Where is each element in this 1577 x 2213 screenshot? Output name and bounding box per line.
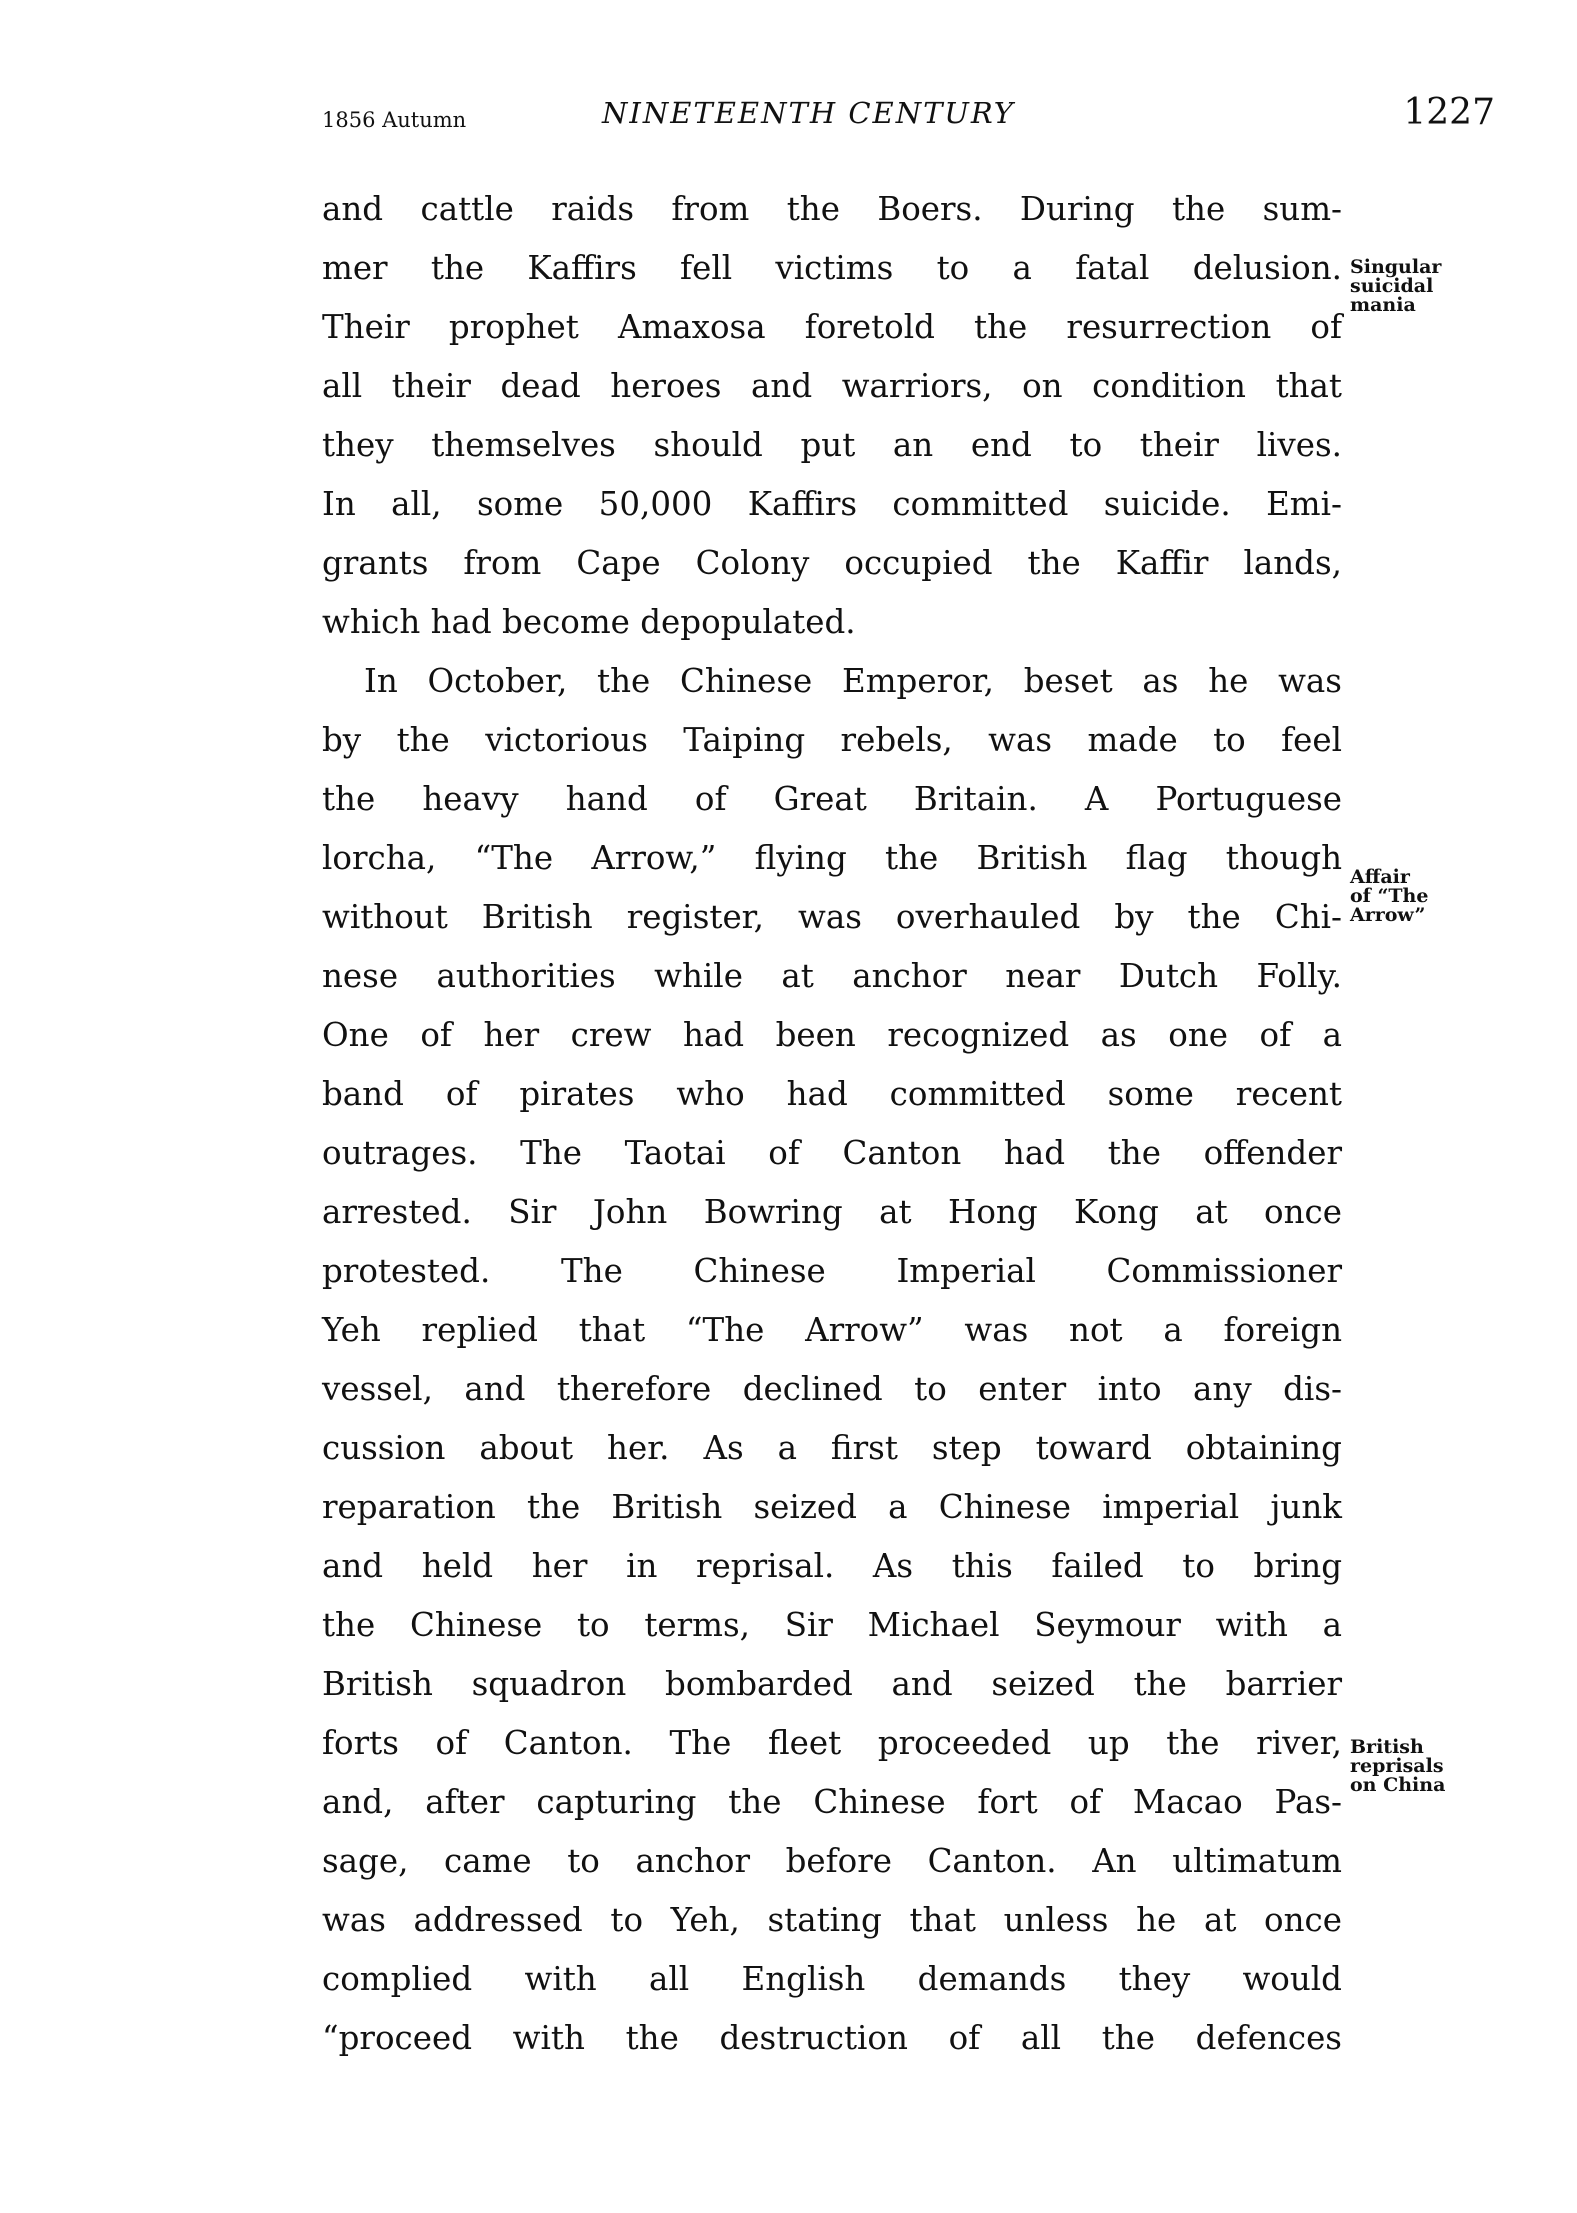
text-line: In all, some 50,000 Kaffirs committed suicide. Emi- xyxy=(322,485,1342,523)
text-line: and cattle raids from the Boers. During the sum- xyxy=(322,190,1342,228)
text-line: protested. The Chinese Imperial Commissioner xyxy=(322,1252,1342,1290)
text-line: the Chinese to terms, Sir Michael Seymour with a xyxy=(322,1606,1342,1644)
text-line: lorcha, “The Arrow,” flying the British flag though xyxy=(322,839,1342,877)
text-line: Yeh replied that “The Arrow” was not a foreign xyxy=(322,1311,1342,1349)
text-line: vessel, and therefore declined to enter into any dis- xyxy=(322,1370,1342,1408)
text-line: complied with all English demands they would xyxy=(322,1960,1342,1998)
text-line: Their prophet Amaxosa foretold the resurrection of xyxy=(322,308,1342,346)
margin-note-affair-of-the-arrow xyxy=(1350,868,1428,925)
margin-note-singular-suicidal-mania xyxy=(1350,258,1441,315)
margin-note-line: British xyxy=(1350,1736,1424,1758)
margin-note-line: reprisals xyxy=(1350,1755,1444,1777)
margin-note-line: Affair xyxy=(1350,866,1410,888)
text-line: without British register, was overhauled by the Chi- xyxy=(322,898,1342,936)
margin-note-line: Singular xyxy=(1350,256,1442,278)
running-head-title: NINETEENTH CENTURY xyxy=(602,96,1015,130)
text-line: arrested. Sir John Bowring at Hong Kong at once xyxy=(322,1193,1342,1231)
text-line: outrages. The Taotai of Canton had the offender xyxy=(322,1134,1342,1172)
text-line: which had become depopulated. xyxy=(322,603,856,641)
margin-note-line: suicidal xyxy=(1350,275,1434,297)
text-line: and, after capturing the Chinese fort of Macao Pas- xyxy=(322,1783,1342,1821)
text-line: British squadron bombarded and seized the barrier xyxy=(322,1665,1342,1703)
margin-note-line: Arrow” xyxy=(1350,904,1426,926)
text-line: “proceed with the destruction of all the defences xyxy=(322,2019,1342,2057)
text-line: by the victorious Taiping rebels, was made to feel xyxy=(322,721,1342,759)
text-line: all their dead heroes and warriors, on condition that xyxy=(322,367,1342,405)
text-line: reparation the British seized a Chinese imperial junk xyxy=(322,1488,1342,1526)
text-line: nese authorities while at anchor near Dutch Folly. xyxy=(322,957,1342,995)
text-line: sage, came to anchor before Canton. An ultimatum xyxy=(322,1842,1342,1880)
margin-note-line: mania xyxy=(1350,294,1416,316)
margin-note-british-reprisals xyxy=(1350,1738,1445,1795)
margin-note-line: on China xyxy=(1350,1774,1446,1796)
text-line: One of her crew had been recognized as one of a xyxy=(322,1016,1342,1054)
text-line: was addressed to Yeh, stating that unless he at once xyxy=(322,1901,1342,1939)
text-line: they themselves should put an end to their lives. xyxy=(322,426,1342,464)
text-line: grants from Cape Colony occupied the Kaffir lands, xyxy=(322,544,1342,582)
text-line: In October, the Chinese Emperor, beset as he was xyxy=(364,662,1342,700)
text-line: forts of Canton. The fleet proceeded up the river, xyxy=(322,1724,1342,1762)
margin-note-line: of “The xyxy=(1350,885,1429,907)
text-line: the heavy hand of Great Britain. A Portuguese xyxy=(322,780,1342,818)
text-line: mer the Kaffirs fell victims to a fatal delusion. xyxy=(322,249,1342,287)
text-line: band of pirates who had committed some recent xyxy=(322,1075,1342,1113)
page-number: 1227 xyxy=(1403,92,1495,133)
running-head-date: 1856 Autumn xyxy=(322,108,467,132)
text-line: and held her in reprisal. As this failed to bring xyxy=(322,1547,1342,1585)
body-text xyxy=(322,180,1342,2068)
text-line: cussion about her. As a first step toward obtaining xyxy=(322,1429,1342,1467)
